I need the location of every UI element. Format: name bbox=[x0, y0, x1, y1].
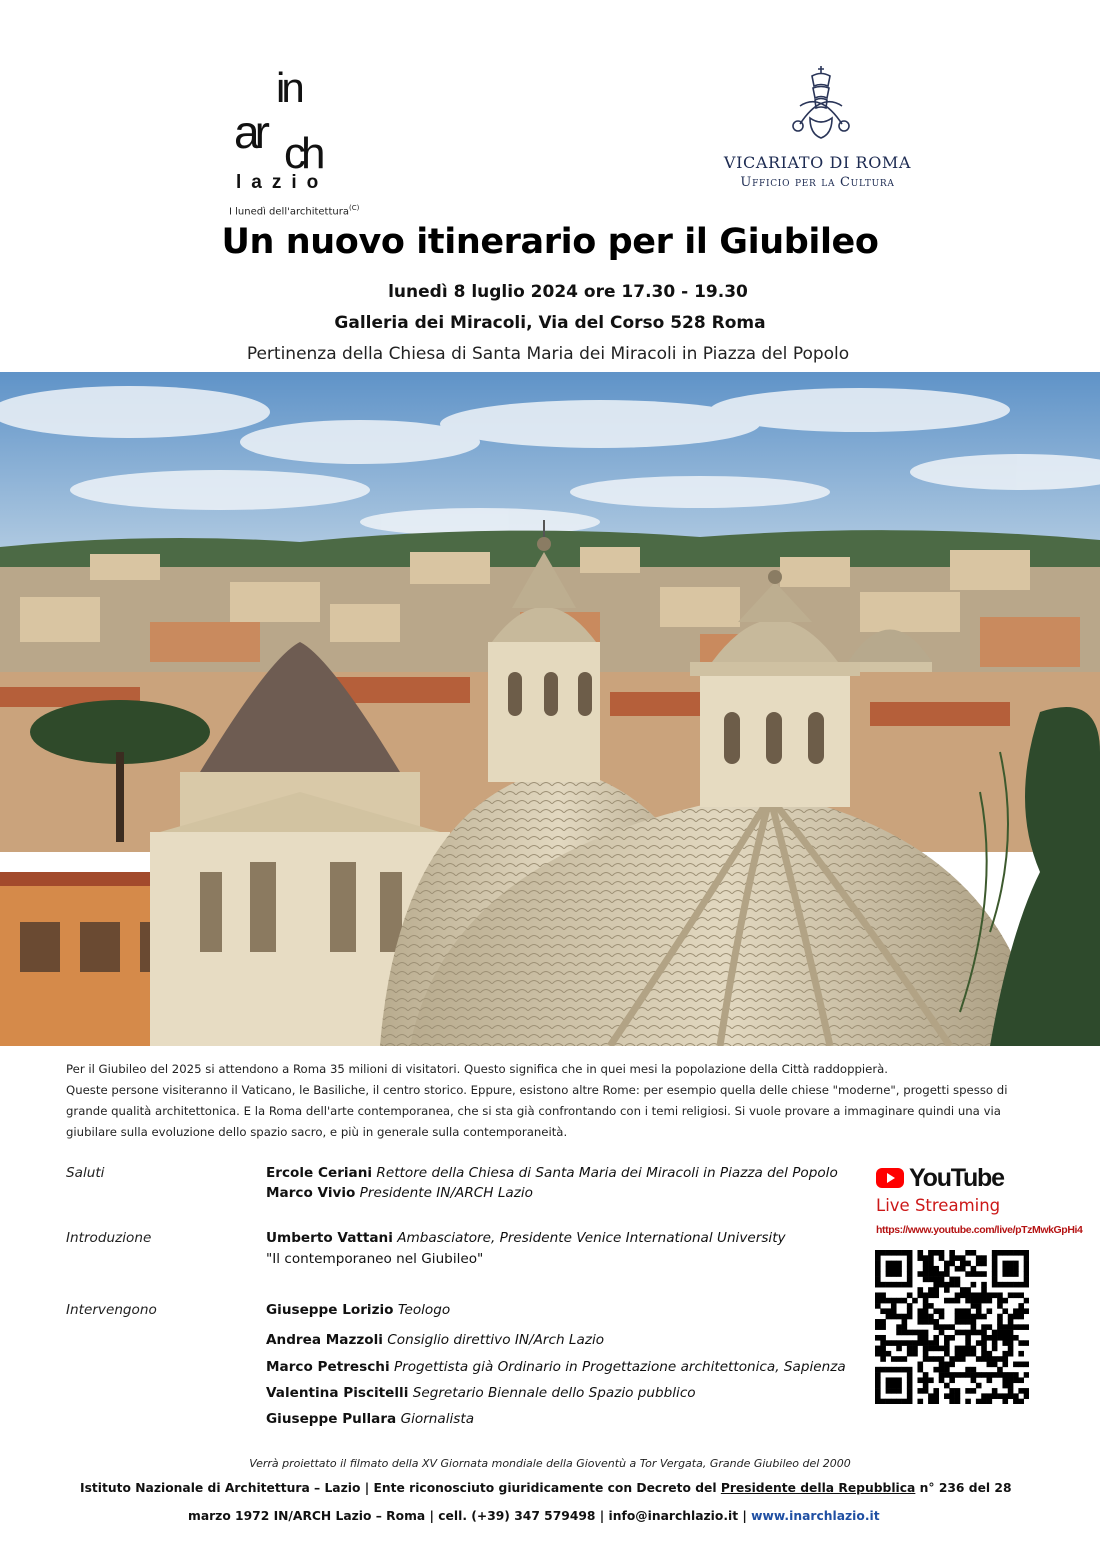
vicariato-office: Ufficio per la Cultura bbox=[740, 175, 895, 190]
speaker-name: Valentina Piscitelli bbox=[266, 1385, 409, 1401]
speaker-line bbox=[266, 1165, 838, 1181]
speaker-line bbox=[266, 1332, 604, 1348]
talk-title: "Il contemporaneo nel Giubileo" bbox=[266, 1251, 484, 1267]
speaker-name: Giuseppe Lorizio bbox=[266, 1302, 394, 1318]
section-label-intervengono: Intervengono bbox=[66, 1302, 157, 1318]
speaker-line bbox=[266, 1230, 786, 1246]
speaker-role: Consiglio direttivo IN/Arch Lazio bbox=[387, 1332, 605, 1348]
speaker-name: Marco Vivio bbox=[266, 1185, 356, 1201]
footer-president-link[interactable]: Presidente della Repubblica bbox=[720, 1481, 916, 1495]
inarch-logo-lazio: lazio bbox=[236, 172, 329, 192]
speaker-line bbox=[266, 1411, 474, 1427]
event-venue-note: Pertinenza della Chiesa di Santa Maria dei Miracoli in Piazza del Popolo bbox=[246, 344, 850, 364]
speaker-role: Progettista già Ordinario in Progettazione architettonica, Sapienza bbox=[393, 1359, 846, 1375]
speaker-name: Marco Petreschi bbox=[266, 1359, 390, 1375]
inarch-logo-ch: ch bbox=[284, 129, 321, 178]
section-label-introduzione: Introduzione bbox=[66, 1230, 152, 1246]
event-title: Un nuovo itinerario per il Giubileo bbox=[221, 222, 879, 262]
papal-coat-of-arms-icon bbox=[784, 62, 858, 142]
event-venue: Galleria dei Miracoli, Via del Corso 528 Roma bbox=[334, 313, 766, 333]
footer-legal-line: Istituto Nazionale di Architettura – Lazio | Ente riconosciuto giuridicamente con Decreto del Presidente della Repubblica n° 236 del 28 bbox=[80, 1481, 1012, 1495]
speaker-name: Umberto Vattani bbox=[266, 1230, 393, 1246]
speaker-role: Rettore della Chiesa di Santa Maria dei Miracoli in Piazza del Popolo bbox=[376, 1165, 838, 1181]
inarch-logo-ar: ar bbox=[234, 106, 265, 158]
live-streaming-label: Live Streaming bbox=[876, 1196, 1001, 1215]
inarch-tagline: I lunedì dell'architettura$^{(C)}$ bbox=[229, 204, 360, 218]
streaming-link[interactable]: https://www.youtube.com/live/pTzMwkGpHi4 bbox=[876, 1224, 1083, 1236]
youtube-play-icon[interactable] bbox=[876, 1166, 904, 1190]
intro-paragraph: Queste persone visiteranno il Vaticano, le Basiliche, il centro storico. Eppure, esistono altre Rome: per esempio quella delle chiese "moderne", progetti spesso di grande qualità architettonica. E la Roma dell'arte contemporanea, che si sta già confrontando con i temi religiosi. Si vuole provare a immaginare quindi una via giubilare sulla evoluzione dello spazio sacro, e più in generale sulla contemporaneità. bbox=[66, 1083, 1008, 1139]
speaker-line bbox=[266, 1185, 533, 1201]
intro-text bbox=[66, 1059, 1036, 1143]
speaker-role: Giornalista bbox=[400, 1411, 475, 1427]
screening-note: Verrà proiettato il filmato della XV Giornata mondiale della Gioventù a Tor Vergata, Grande Giubileo del 2000 bbox=[249, 1457, 851, 1470]
speaker-role: Segretario Biennale dello Spazio pubblico bbox=[412, 1385, 696, 1401]
speaker-role: Ambasciatore, Presidente Venice International University bbox=[397, 1230, 786, 1246]
speaker-role: Teologo bbox=[397, 1302, 451, 1318]
speaker-name: Giuseppe Pullara bbox=[266, 1411, 397, 1427]
speaker-line bbox=[266, 1359, 846, 1375]
section-label-saluti: Saluti bbox=[66, 1165, 105, 1181]
speaker-line bbox=[266, 1302, 450, 1318]
qr-code-icon[interactable] bbox=[875, 1250, 1029, 1404]
event-date: lunedì 8 luglio 2024 ore 17.30 - 19.30 bbox=[388, 282, 748, 302]
hero-photo bbox=[0, 372, 1100, 1046]
speaker-role: Presidente IN/ARCH Lazio bbox=[359, 1185, 533, 1201]
speaker-line bbox=[266, 1385, 696, 1401]
vicariato-name: VICARIATO DI ROMA bbox=[723, 153, 912, 172]
speaker-name: Ercole Ceriani bbox=[266, 1165, 373, 1181]
inarch-lazio-logo bbox=[232, 64, 348, 192]
inarch-logo-in: in bbox=[276, 64, 301, 111]
youtube-wordmark: YouTube bbox=[909, 1164, 1004, 1192]
speaker-name: Andrea Mazzoli bbox=[266, 1332, 383, 1348]
website-link[interactable]: www.inarchlazio.it bbox=[751, 1509, 880, 1523]
footer-contact-line: marzo 1972 IN/ARCH Lazio – Roma | cell. (+39) 347 579498 | info@inarchlazio.it | www.inarchlazio.it bbox=[188, 1509, 880, 1523]
intro-paragraph: Per il Giubileo del 2025 si attendono a Roma 35 milioni di visitatori. Questo significa che in quei mesi la popolazione della Città raddoppierà. bbox=[66, 1062, 889, 1076]
